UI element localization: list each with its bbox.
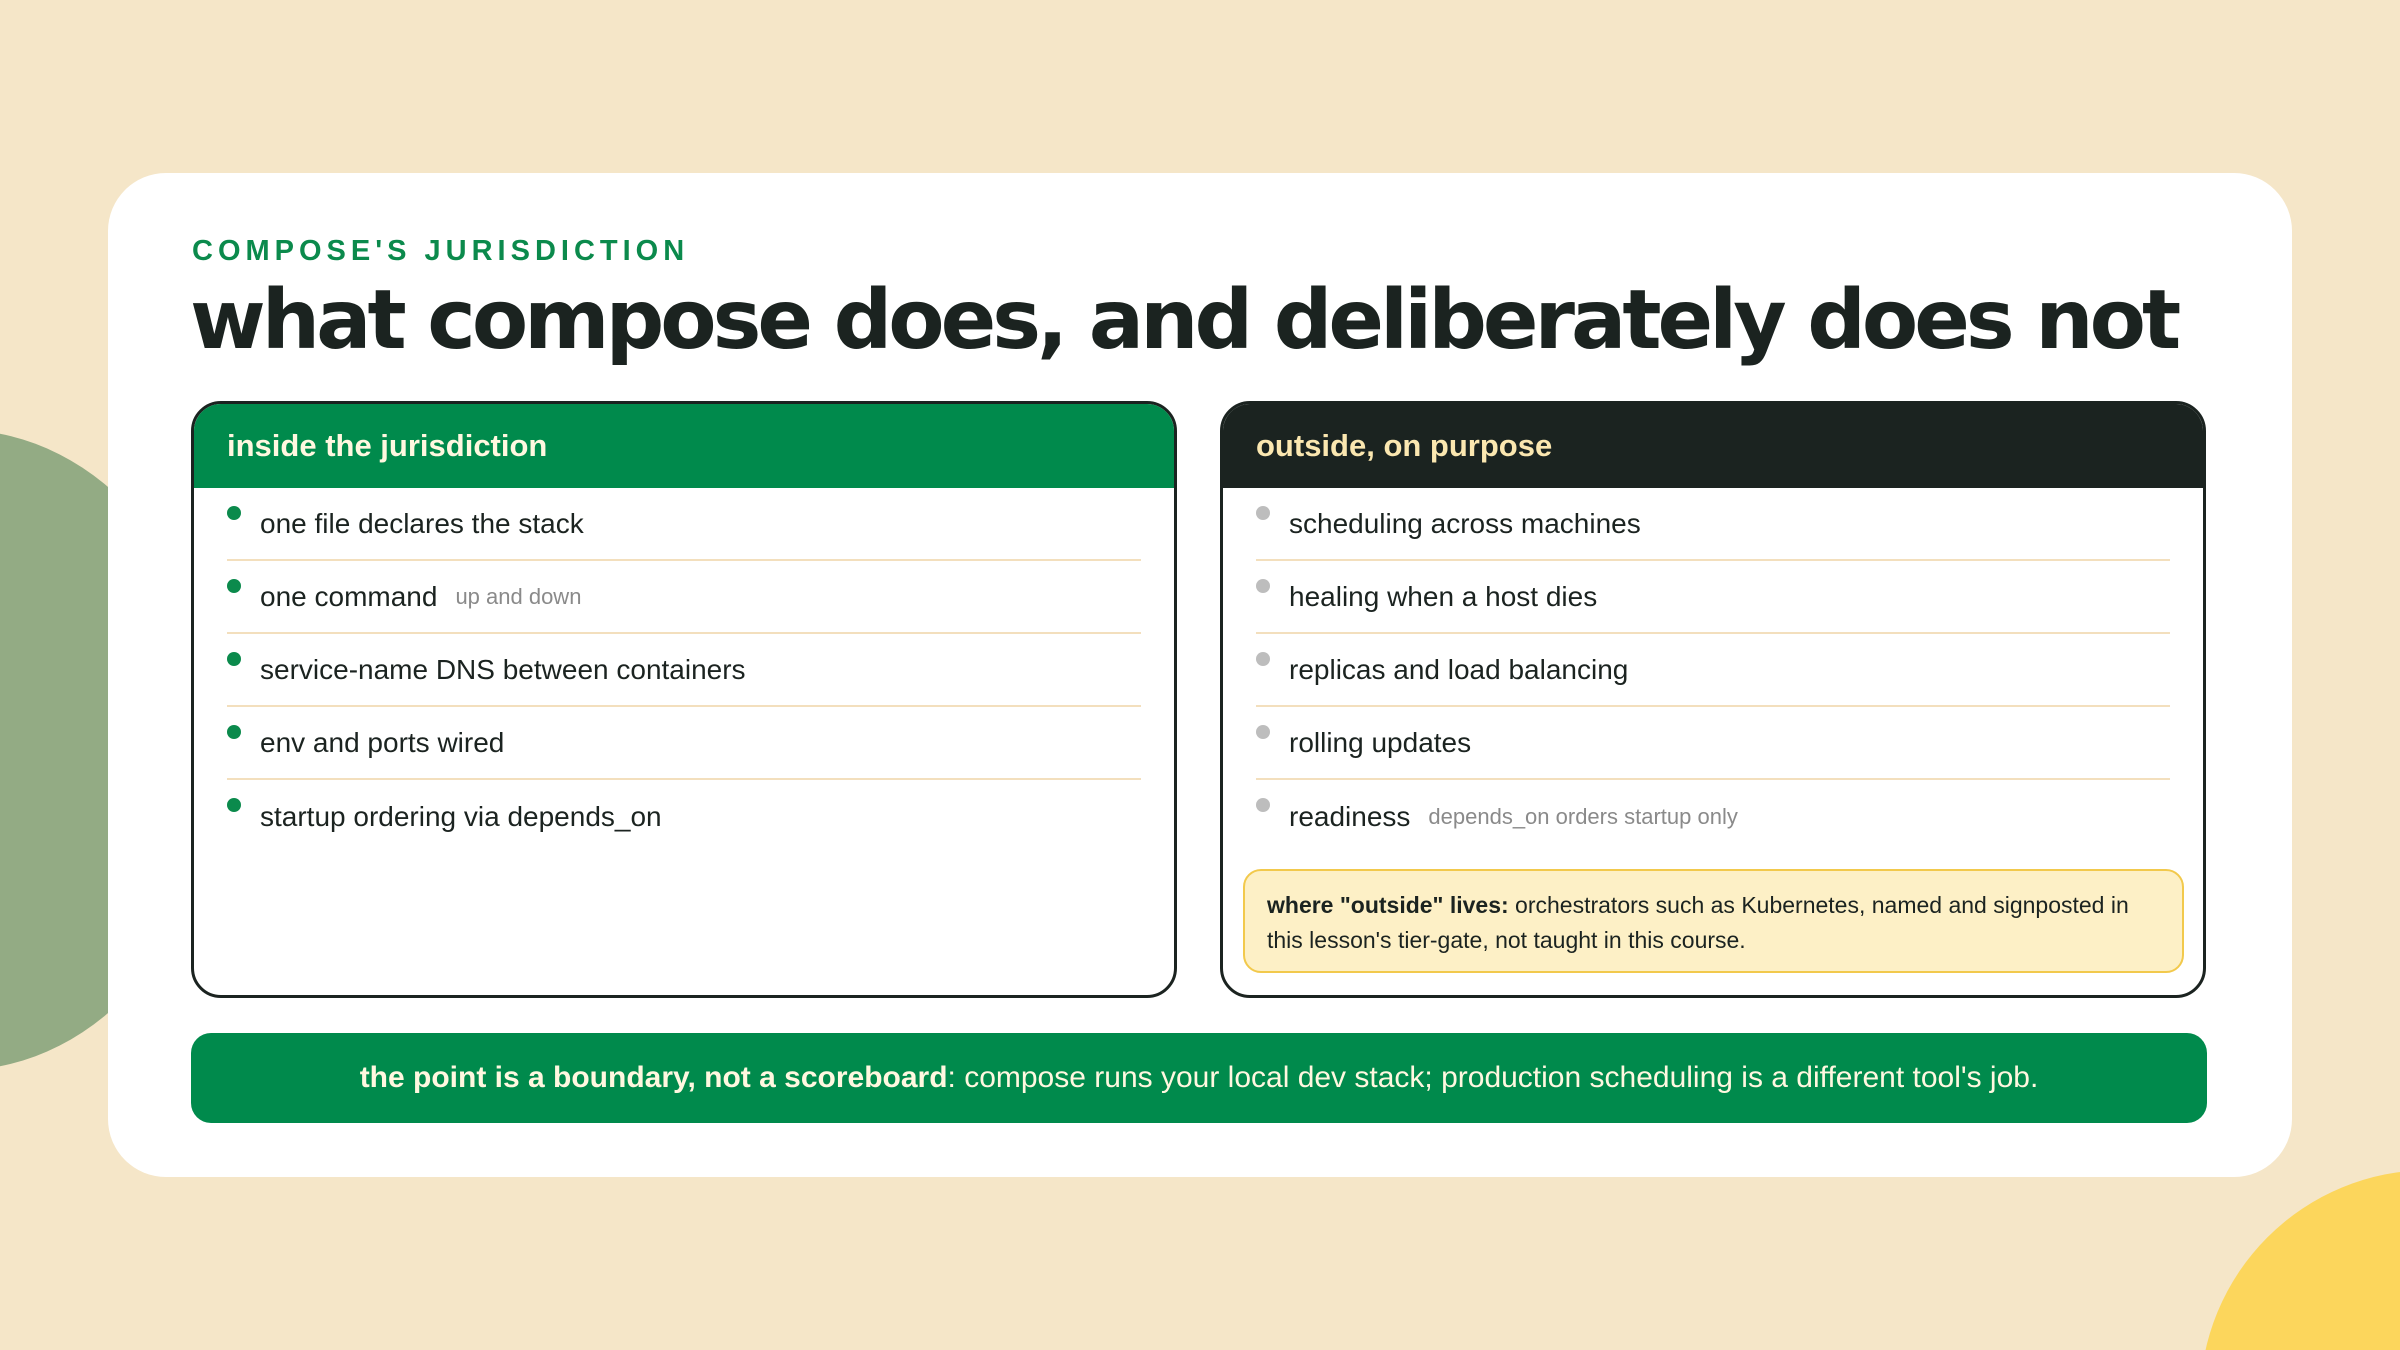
item-text: replicas and load balancing bbox=[1289, 653, 1629, 685]
item-note: depends_on orders startup only bbox=[1428, 803, 1738, 829]
page-title: what compose does, and deliberately does not bbox=[190, 273, 2178, 368]
item-note: up and down bbox=[455, 583, 582, 609]
bullet-dot-icon bbox=[227, 798, 241, 812]
callout-label: where "outside" lives: bbox=[1267, 892, 1509, 918]
item-text: one command bbox=[260, 580, 438, 612]
list-item bbox=[227, 707, 1141, 780]
list-item bbox=[227, 488, 1141, 561]
item-text: rolling updates bbox=[1289, 726, 1472, 758]
list-item bbox=[1256, 780, 2170, 853]
item-text: env and ports wired bbox=[260, 726, 505, 758]
item-text: readiness bbox=[1289, 800, 1411, 832]
bullet-dot-icon bbox=[1256, 725, 1270, 739]
decorative-blob-right bbox=[2200, 1170, 2400, 1350]
list-item bbox=[1256, 634, 2170, 707]
bullet-dot-icon bbox=[227, 506, 241, 520]
eyebrow-label: COMPOSE'S JURISDICTION bbox=[192, 235, 690, 267]
list-item bbox=[227, 561, 1141, 634]
bullet-dot-icon bbox=[1256, 798, 1270, 812]
item-text: service-name DNS between containers bbox=[260, 653, 746, 685]
outside-panel bbox=[1220, 401, 2206, 998]
item-text: healing when a host dies bbox=[1289, 580, 1598, 612]
outside-panel-header: outside, on purpose bbox=[1223, 404, 2203, 488]
list-item bbox=[227, 780, 1141, 853]
bullet-dot-icon bbox=[1256, 579, 1270, 593]
bullet-dot-icon bbox=[227, 652, 241, 666]
inside-list bbox=[194, 488, 1174, 853]
inside-panel-header: inside the jurisdiction bbox=[194, 404, 1174, 488]
outside-list bbox=[1223, 488, 2203, 853]
banner-text: : compose runs your local dev stack; production scheduling is a different tool's job. bbox=[947, 1061, 2039, 1094]
outside-callout bbox=[1243, 869, 2184, 973]
bullet-dot-icon bbox=[1256, 506, 1270, 520]
list-item bbox=[1256, 707, 2170, 780]
summary-banner bbox=[191, 1033, 2207, 1123]
list-item bbox=[1256, 561, 2170, 634]
slide-card bbox=[108, 173, 2292, 1177]
callout-text: orchestrators such as Kubernetes, named and signposted in this lesson's tier-gate, not taught in this course. bbox=[1267, 892, 2129, 953]
list-item bbox=[227, 634, 1141, 707]
list-item bbox=[1256, 488, 2170, 561]
bullet-dot-icon bbox=[227, 725, 241, 739]
item-text: scheduling across machines bbox=[1289, 507, 1641, 539]
banner-bold-text: the point is a boundary, not a scoreboard bbox=[359, 1061, 948, 1094]
bullet-dot-icon bbox=[227, 579, 241, 593]
inside-panel bbox=[191, 401, 1177, 998]
bullet-dot-icon bbox=[1256, 652, 1270, 666]
item-text: startup ordering via depends_on bbox=[260, 800, 662, 832]
item-text: one file declares the stack bbox=[260, 507, 584, 539]
